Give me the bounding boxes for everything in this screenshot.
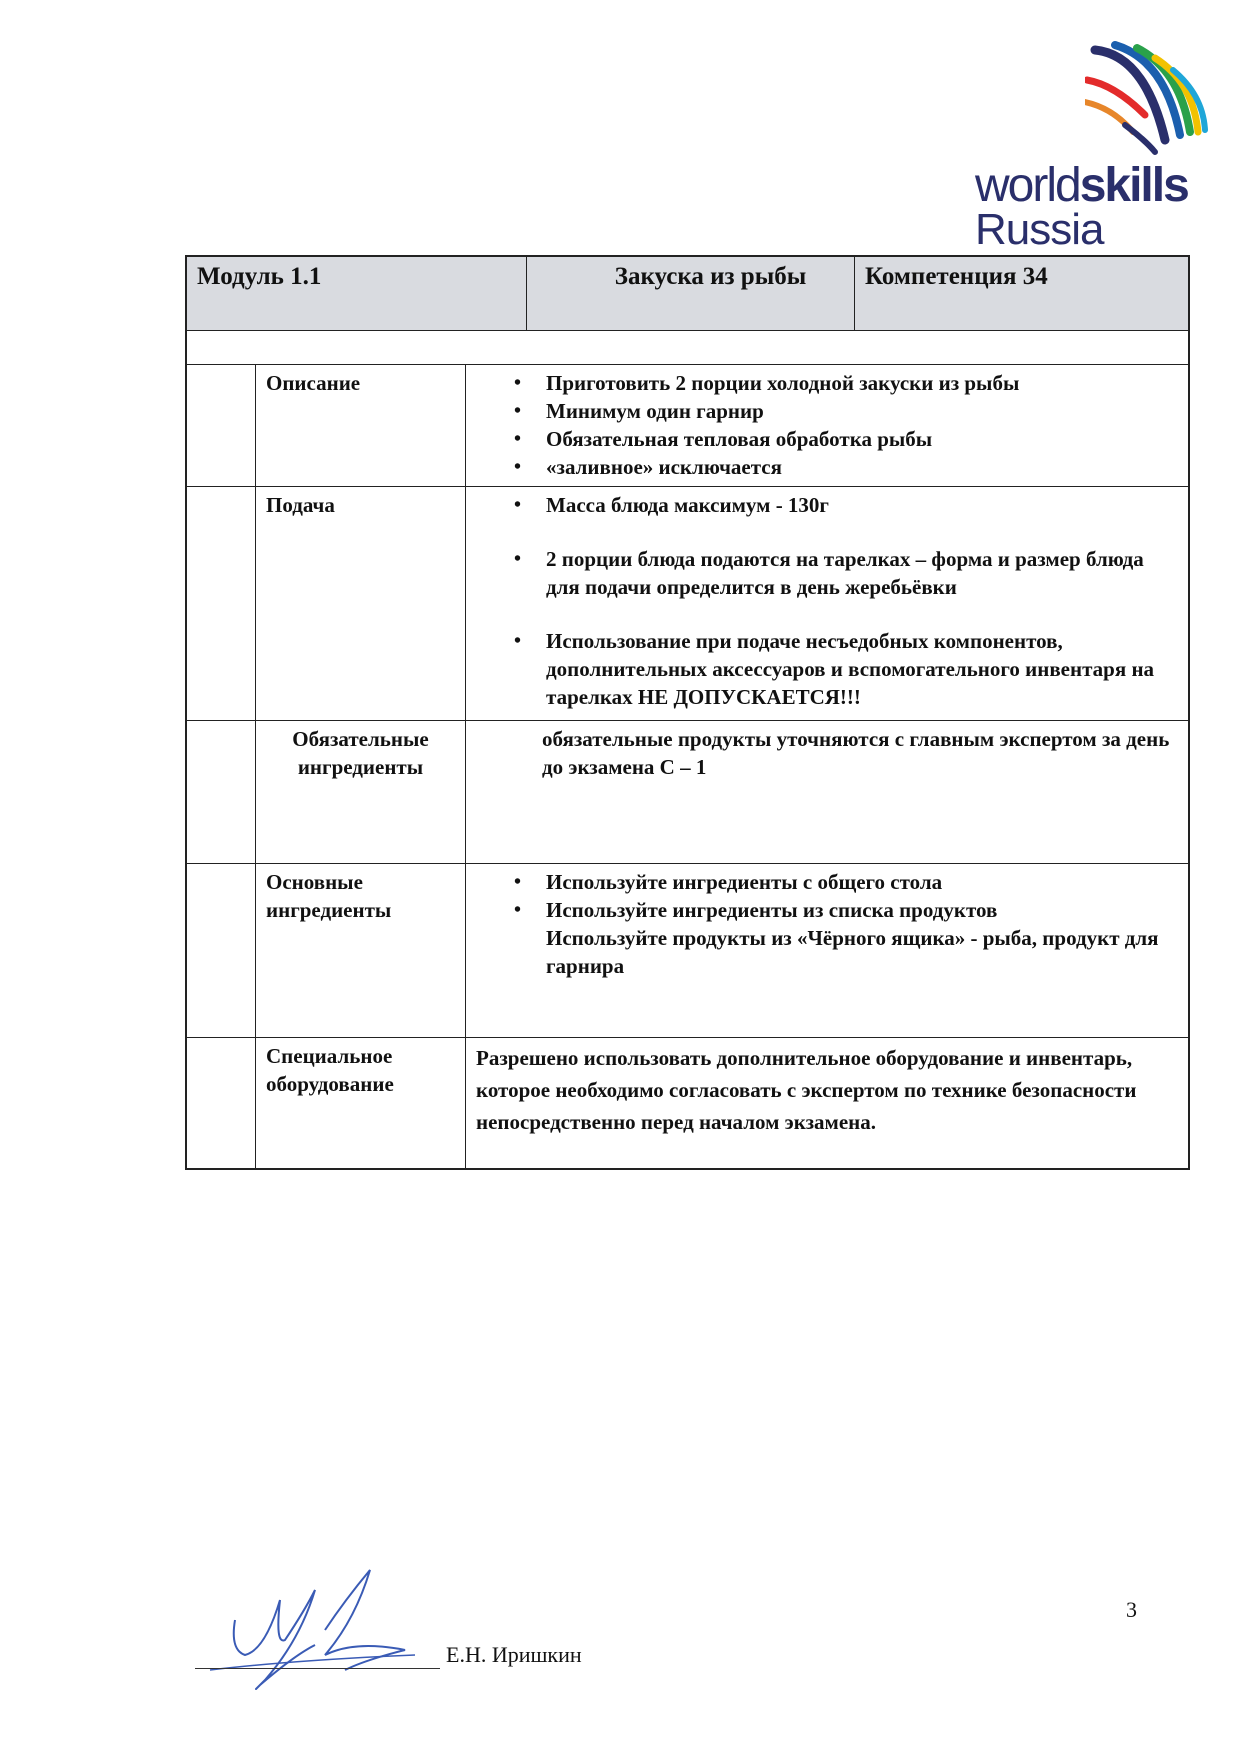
row-label: Специальное оборудование <box>256 1038 466 1168</box>
competence-number: Компетенция 34 <box>865 263 1048 290</box>
signature-icon <box>205 1560 445 1700</box>
table-row-serving <box>187 487 1188 721</box>
table-header <box>187 257 1188 331</box>
list-item: • «заливное» исключается <box>476 453 1178 481</box>
signer-name: Е.Н. Иришкин <box>446 1642 582 1667</box>
table-row-mandatory-ingredients <box>187 721 1188 864</box>
row-value <box>466 864 1188 1037</box>
list-item: • Использование при подаче несъедобных компонентов, дополнительных аксессуаров и вспомогательного инвентаря на тарелках НЕ ДОПУСКАЕТСЯ!!! <box>476 627 1178 711</box>
row-label: Обязательные ингредиенты <box>256 721 466 863</box>
list-item: • Масса блюда максимум - 130г <box>476 491 1178 519</box>
list-item: • Обязательная тепловая обработка рыбы <box>476 425 1178 453</box>
logo-wordmark: worldskills <box>975 159 1188 212</box>
table-row-main-ingredients <box>187 864 1188 1038</box>
list-item: • Используйте ингредиенты с общего стола <box>476 868 1178 896</box>
module-table <box>185 255 1190 1170</box>
row-label: Описание <box>256 365 466 486</box>
list-item: • Используйте ингредиенты из списка продуктов <box>476 896 1178 924</box>
module-number: Модуль 1.1 <box>187 257 527 330</box>
row-value <box>466 721 1188 863</box>
worldskills-logo <box>975 40 1215 255</box>
row-value <box>466 365 1188 486</box>
list-item: • Приготовить 2 порции холодной закуски из рыбы <box>476 369 1178 397</box>
table-spacer-row <box>187 331 1188 365</box>
logo-wordmark-russia: Russia <box>975 205 1104 254</box>
row-label: Подача <box>256 487 466 720</box>
signature-line <box>195 1668 440 1669</box>
row-label: Основные ингредиенты <box>256 864 466 1037</box>
worldskills-flame-icon <box>1085 40 1210 160</box>
row-text: Используйте продукты из «Чёрного ящика» - рыба, продукт для гарнира <box>546 926 1159 978</box>
table-row-special-equipment <box>187 1038 1188 1168</box>
row-text: Разрешено использовать дополнительное оборудование и инвентарь, которое необходимо согласовать с экспертом по технике безопасности непосредственно перед началом экзамена. <box>476 1046 1137 1134</box>
list-item: • Минимум один гарнир <box>476 397 1178 425</box>
row-text: обязательные продукты уточняются с главным экспертом за день до экзамена С – 1 <box>542 727 1170 779</box>
list-item: • 2 порции блюда подаются на тарелках – форма и размер блюда для подачи определится в день жеребьёвки <box>476 545 1178 601</box>
row-value <box>466 487 1188 720</box>
table-row-description <box>187 365 1188 487</box>
row-value <box>466 1038 1188 1168</box>
page-number: 3 <box>1126 1597 1137 1622</box>
module-title: Закуска из рыбы <box>527 257 855 330</box>
